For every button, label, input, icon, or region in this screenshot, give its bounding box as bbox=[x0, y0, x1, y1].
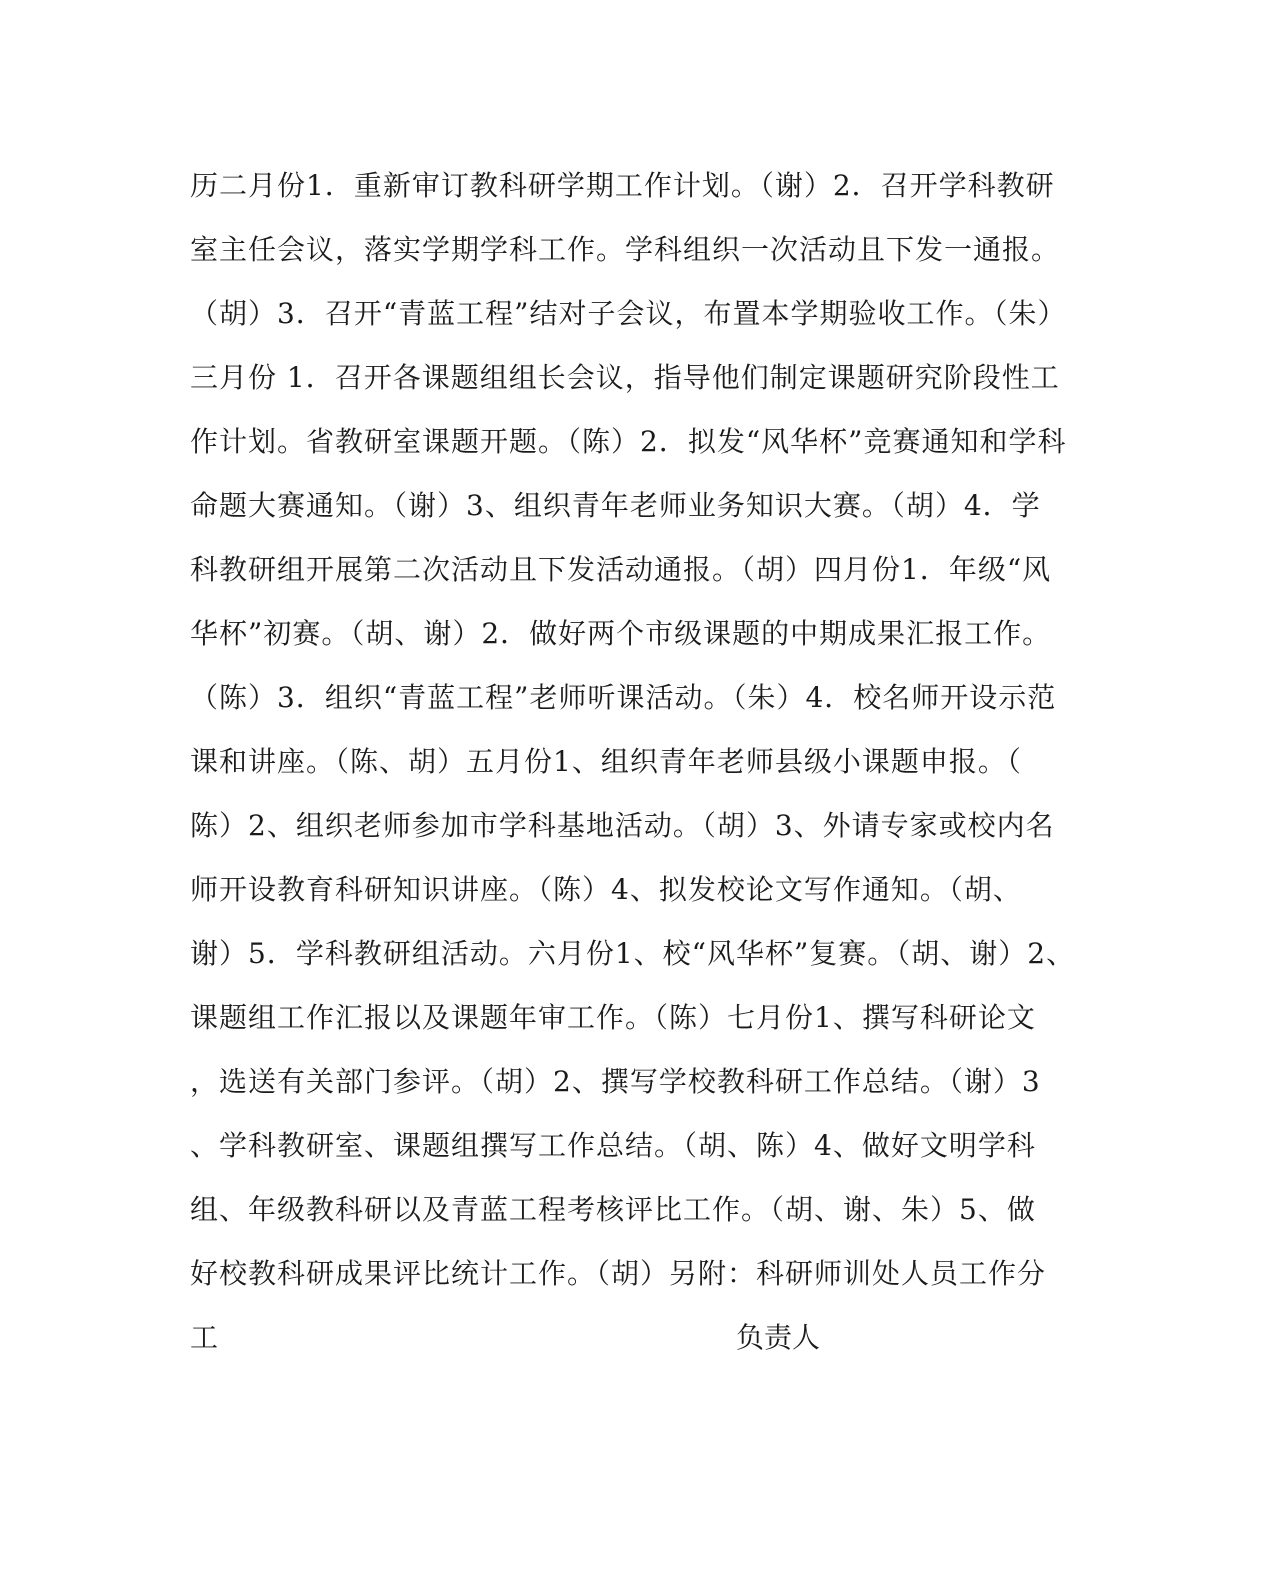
text-line: 组、年级教科研以及青蓝工程考核评比工作。（胡、谢、朱）5、做 bbox=[190, 1193, 1036, 1226]
text-line: （胡）3．召开“青蓝工程”结对子会议，布置本学期验收工作。（朱） bbox=[190, 297, 1067, 330]
text-line: （陈）3．组织“青蓝工程”老师听课活动。（朱）4．校名师开设示范 bbox=[190, 681, 1057, 714]
text-line: 三月份 1．召开各课题组组长会议，指导他们制定课题研究阶段性工 bbox=[190, 361, 1060, 394]
text-line: 课题组工作汇报以及课题年审工作。（陈）七月份1、撰写科研论文 bbox=[190, 1001, 1036, 1034]
table-header-owner: 负责人 bbox=[736, 1321, 821, 1354]
text-line: 华杯”初赛。（胡、谢）2．做好两个市级课题的中期成果汇报工作。 bbox=[190, 617, 1052, 650]
text-line: 室主任会议，落实学期学科工作。学科组织一次活动且下发一通报。 bbox=[190, 233, 1061, 266]
table-header-work: 工 bbox=[190, 1321, 219, 1354]
text-line: 科教研组开展第二次活动且下发活动通报。（胡）四月份1．年级“风 bbox=[190, 553, 1052, 586]
text-line: 师开设教育科研知识讲座。（陈）4、拟发校论文写作通知。（胡、 bbox=[190, 873, 1022, 906]
text-line: ，选送有关部门参评。（胡）2、撰写学校教科研工作总结。（谢）3 bbox=[190, 1065, 1041, 1098]
text-line: 课和讲座。（陈、胡）五月份1、组织青年老师县级小课题申报。（ bbox=[190, 745, 1022, 778]
text-line: 好校教科研成果评比统计工作。（胡）另附：科研师训处人员工作分 bbox=[190, 1257, 1047, 1290]
text-line: 、学科教研室、课题组撰写工作总结。（胡、陈）4、做好文明学科 bbox=[190, 1129, 1036, 1162]
text-line: 命题大赛通知。（谢）3、组织青年老师业务知识大赛。（胡）4．学 bbox=[190, 489, 1041, 522]
text-line: 历二月份1．重新审订教科研学期工作计划。（谢）2．召开学科教研 bbox=[190, 169, 1055, 202]
text-line: 谢）5．学科教研组活动。六月份1、校“风华杯”复赛。（胡、谢）2、 bbox=[190, 937, 1076, 970]
text-line: 作计划。省教研室课题开题。（陈）2．拟发“风华杯”竞赛通知和学科 bbox=[190, 425, 1067, 458]
text-line: 陈）2、组织老师参加市学科基地活动。（胡）3、外请专家或校内名 bbox=[190, 809, 1055, 842]
